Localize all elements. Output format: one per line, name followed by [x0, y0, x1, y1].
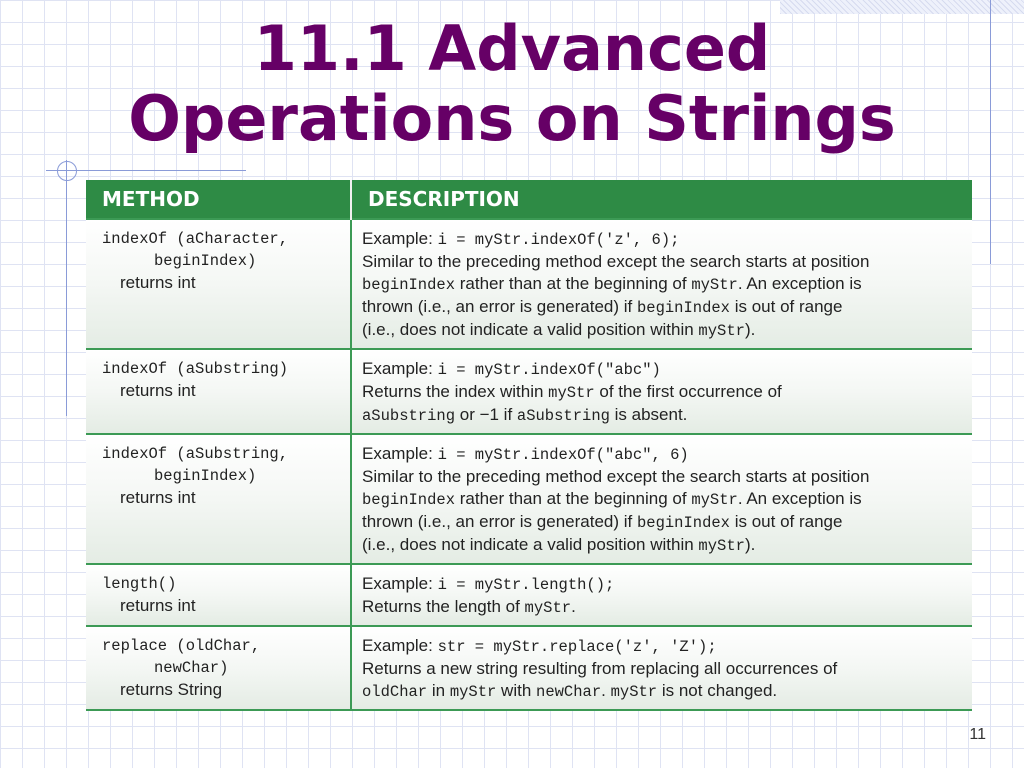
description-text: . — [601, 681, 611, 700]
title-line-1: 11.1 Advanced — [253, 12, 771, 85]
description-cell — [351, 219, 972, 349]
description-text: rather than at the beginning of — [455, 274, 692, 293]
header-method: METHOD — [86, 180, 351, 219]
description-text: . An exception is — [737, 489, 862, 508]
left-decorative-line — [66, 160, 67, 416]
code-text: beginIndex — [636, 299, 730, 317]
description-text: Returns a new string resulting from replacing all occurrences of — [362, 659, 838, 678]
description-text: in — [427, 681, 450, 700]
description-text: ). — [744, 535, 756, 554]
code-text: aSubstring — [362, 407, 456, 425]
description-text: of the first occurrence of — [594, 382, 782, 401]
method-return-type: returns int — [120, 488, 196, 507]
description-cell — [351, 349, 972, 434]
code-text: newChar — [536, 683, 602, 701]
code-text: myStr — [449, 683, 497, 701]
code-text: myStr — [698, 537, 745, 555]
description-text: Returns the index within — [362, 382, 549, 401]
description-text: Similar to the preceding method except the search starts at position — [362, 467, 870, 486]
description-text: with — [496, 681, 537, 700]
slide-title — [0, 14, 1024, 154]
method-return-type: returns int — [120, 381, 196, 400]
description-text: (i.e., does not indicate a valid position within — [362, 320, 699, 339]
description-text: or −1 if — [455, 405, 517, 424]
methods-table — [86, 180, 972, 711]
code-text: i = myStr.indexOf('z', 6); — [437, 231, 680, 249]
method-signature-cont: beginIndex) — [154, 467, 257, 485]
method-signature-cont: newChar) — [154, 659, 229, 677]
code-text: myStr — [610, 683, 658, 701]
table-header-row — [86, 180, 972, 219]
table-row — [86, 219, 972, 349]
description-text: is out of range — [729, 297, 843, 316]
method-return-type: returns String — [120, 680, 223, 699]
code-text: str = myStr.replace('z', 'Z'); — [437, 638, 717, 656]
code-text: myStr — [698, 322, 745, 340]
code-text: beginIndex — [636, 514, 730, 532]
description-text: Similar to the preceding method except the search starts at position — [362, 252, 870, 271]
table-row — [86, 626, 972, 710]
description-cell — [351, 564, 972, 626]
table-body — [86, 219, 972, 710]
method-signature: indexOf (aCharacter, — [102, 230, 289, 248]
description-cell — [351, 626, 972, 710]
code-text: beginIndex — [362, 276, 456, 294]
description-text: is absent. — [609, 405, 688, 424]
method-signature-cont: beginIndex) — [154, 252, 257, 270]
code-text: i = myStr.indexOf("abc", 6) — [437, 446, 689, 464]
description-text: Returns the length of — [362, 597, 525, 616]
code-text: myStr — [691, 491, 738, 509]
method-cell — [86, 219, 351, 349]
method-cell — [86, 626, 351, 710]
description-text: is not changed. — [657, 681, 778, 700]
method-cell — [86, 349, 351, 434]
description-text: Example: — [362, 636, 438, 655]
table-row — [86, 349, 972, 434]
method-signature: replace (oldChar, — [102, 637, 261, 655]
code-text: myStr — [524, 599, 572, 617]
description-cell — [351, 434, 972, 564]
description-text: thrown (i.e., an error is generated) if — [362, 512, 637, 531]
code-text: i = myStr.length(); — [437, 576, 615, 594]
code-text: oldChar — [362, 683, 428, 701]
description-text: Example: — [362, 444, 438, 463]
decorative-circle-icon — [57, 161, 77, 181]
description-text: is out of range — [729, 512, 843, 531]
description-text: Example: — [362, 229, 438, 248]
page-number: 11 — [969, 726, 986, 743]
header-description: DESCRIPTION — [368, 187, 520, 211]
description-text: Example: — [362, 574, 438, 593]
description-text: . — [571, 597, 576, 616]
table-row — [86, 434, 972, 564]
code-text: i = myStr.indexOf("abc") — [437, 361, 661, 379]
description-text: thrown (i.e., an error is generated) if — [362, 297, 637, 316]
description-text: rather than at the beginning of — [455, 489, 692, 508]
description-text: ). — [744, 320, 756, 339]
method-signature: indexOf (aSubstring, — [102, 445, 289, 463]
method-signature: indexOf (aSubstring) — [102, 360, 289, 378]
method-signature: length() — [102, 575, 177, 593]
table-row — [86, 564, 972, 626]
code-text: myStr — [548, 384, 595, 402]
top-decorative-band — [780, 0, 1024, 14]
method-cell — [86, 564, 351, 626]
code-text: beginIndex — [362, 491, 456, 509]
code-text: myStr — [691, 276, 738, 294]
description-text: (i.e., does not indicate a valid position within — [362, 535, 699, 554]
description-text: . An exception is — [737, 274, 862, 293]
description-text: Example: — [362, 359, 438, 378]
method-cell — [86, 434, 351, 564]
method-return-type: returns int — [120, 596, 196, 615]
title-line-2: Operations on Strings — [128, 82, 896, 155]
method-return-type: returns int — [120, 273, 196, 292]
code-text: aSubstring — [516, 407, 610, 425]
